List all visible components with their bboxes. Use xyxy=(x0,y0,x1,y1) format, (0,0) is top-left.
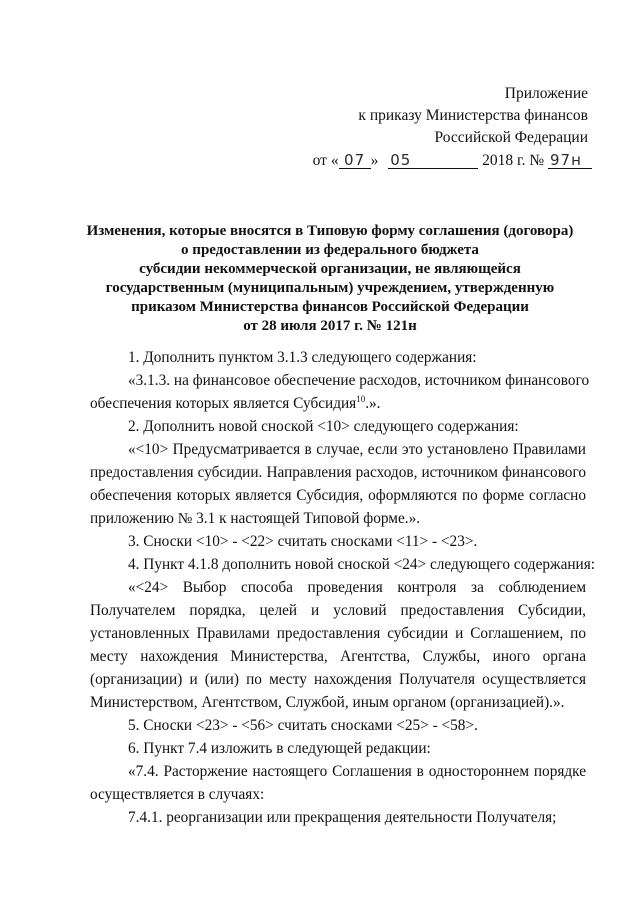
document-title xyxy=(60,222,600,336)
year-and-number-label: 2018 г. № xyxy=(482,152,545,169)
paragraph-7-4-1: 7.4.1. реорганизации или прекращения деятельности Получателя; xyxy=(128,809,557,826)
paragraph-1-quote-end: обеспечения которых является Субсидия$^{10}$.». xyxy=(90,393,381,412)
paragraph-5: 5. Сноски <23> - <56> считать сносками <25> - <58>. xyxy=(128,717,478,734)
date-prefix: от « xyxy=(312,152,339,169)
handwritten-month: 05 xyxy=(388,152,478,169)
date-day-suffix: » xyxy=(370,152,379,169)
paragraph-6: 6. Пункт 7.4 изложить в следующей редакции: xyxy=(128,740,431,757)
paragraph-1-quote: «3.1.3. на финансовое обеспечение расходов, источником финансового xyxy=(128,372,590,389)
country-name: Российской Федерации xyxy=(434,129,588,146)
paragraph-4-quote-line: Получателем порядка, целей и условий предоставления Субсидии, xyxy=(90,602,586,619)
title-line: от 28 июля 2017 г. № 121н xyxy=(243,318,417,334)
order-date-line xyxy=(313,151,592,171)
paragraph-6-quote-line: «7.4. Расторжение настоящего Соглашения в одностороннем порядке xyxy=(128,763,586,780)
paragraph-1: 1. Дополнить пунктом 3.1.3 следующего содержания: xyxy=(128,349,477,366)
appendix-label: Приложение xyxy=(504,85,588,102)
paragraph-2-quote-line: предоставления субсидии. Направления расходов, источником финансового xyxy=(90,464,586,481)
paragraph-4-quote-line: установленных Правилами предоставления субсидии и Соглашением, по xyxy=(90,625,586,642)
paragraph-2-quote-line: приложению № 3.1 к настоящей Типовой форме.». xyxy=(90,510,421,527)
paragraph-4-quote-line: (организации) и (или) по месту нахождения Получателя осуществляется xyxy=(90,671,586,688)
paragraph-2: 2. Дополнить новой сноской <10> следующего содержания: xyxy=(128,418,519,435)
paragraph-2-quote-line: «<10> Предусматривается в случае, если это установлено Правилами xyxy=(128,441,586,458)
paragraph-4-quote-line: месту нахождения Министерства, Агентства, Службы, иного органа xyxy=(90,648,586,665)
paragraph-4: 4. Пункт 4.1.8 дополнить новой сноской <24> следующего содержания: xyxy=(128,556,596,573)
paragraph-3: 3. Сноски <10> - <22> считать сносками <11> - <23>. xyxy=(128,533,478,550)
handwritten-order-number: 97н xyxy=(548,152,592,169)
title-line: Изменения, которые вносятся в Типовую форму соглашения (договора) xyxy=(86,223,574,239)
title-line: приказом Министерства финансов Российской Федерации xyxy=(131,299,529,315)
order-reference: к приказу Министерства финансов xyxy=(358,107,588,124)
handwritten-day: 07 xyxy=(339,152,371,169)
title-line: государственным (муниципальным) учреждением, утвержденную xyxy=(105,280,555,296)
paragraph-6-quote-line: осуществляется в случаях: xyxy=(90,786,265,803)
footnote-marker: 10 xyxy=(356,393,366,404)
paragraph-4-quote-line: «<24> Выбор способа проведения контроля за соблюдением xyxy=(128,579,586,596)
paragraph-4-quote-line: Министерством, Агентством, Службой, иным органом (организацией).». xyxy=(90,694,565,711)
paragraph-2-quote-line: обеспечения которых является Субсидия, оформляются по форме согласно xyxy=(90,487,586,504)
title-line: субсидии некоммерческой организации, не являющейся xyxy=(139,261,521,277)
title-line: о предоставлении из федерального бюджета xyxy=(181,242,479,258)
